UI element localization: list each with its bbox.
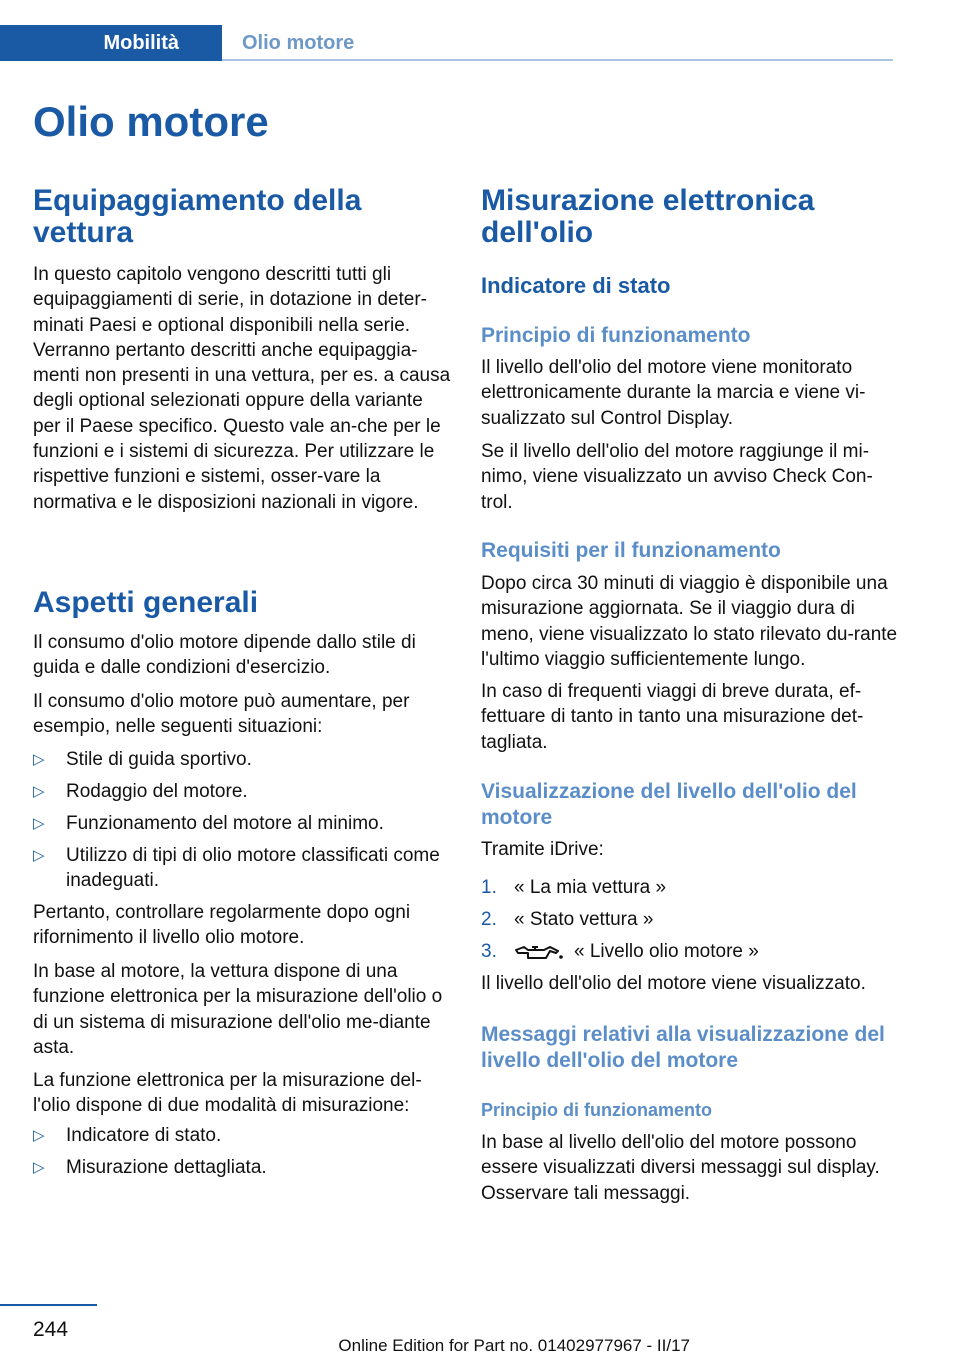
section-tab: Mobilità [0, 25, 222, 61]
footer-divider [0, 1304, 97, 1306]
paragraph-modalita: La funzione elettronica per la misurazione del-l'olio dispone di due modalità di misurazione: [33, 1070, 422, 1117]
oil-can-icon [514, 941, 564, 963]
heading-equipaggiamento: Equipaggiamento della vettura [33, 184, 362, 249]
paragraph-visualizzato: Il livello dell'olio del motore viene visualizzato. [481, 973, 866, 994]
heading-messaggi: Messaggi relativi alla visualizzazione del livello dell'olio del motore [481, 1023, 885, 1072]
heading-principio-2: Principio di funzionamento [481, 1100, 712, 1120]
bullet-triangle-icon: ▷ [33, 847, 45, 864]
paragraph-situazioni: Il consumo d'olio motore può aumentare, per esempio, nelle seguenti situazioni: [33, 691, 410, 738]
paragraph-principio-2: Se il livello dell'olio del motore raggiunge il mi-nimo, viene visualizzato un avviso Check Con-trol. [481, 441, 873, 513]
paragraph-messaggi: In base al livello dell'olio del motore possono essere visualizzati diversi messaggi sul display. Osservare tali messaggi. [481, 1132, 880, 1204]
paragraph-tramite-idrive: Tramite iDrive: [481, 839, 604, 860]
header-divider [222, 59, 893, 61]
page-header [0, 25, 893, 61]
chapter-tab: Olio motore [242, 31, 355, 54]
footer-edition: Online Edition for Part no. 01402977967 - II/17 [338, 1336, 690, 1355]
paragraph-consumo: Il consumo d'olio motore dipende dallo stile di guida e dalle condizioni d'esercizio. [33, 632, 416, 679]
paragraph-controllo: Pertanto, controllare regolarmente dopo ogni rifornimento il livello olio motore. [33, 902, 411, 949]
heading-visualizzazione: Visualizzazione del livello dell'olio del motore [481, 780, 857, 829]
heading-indicatore-stato: Indicatore di stato [481, 273, 671, 298]
page-number: 244 [33, 1318, 69, 1341]
heading-requisiti: Requisiti per il funzionamento [481, 539, 781, 562]
page-title: Olio motore [33, 98, 269, 145]
paragraph-requisiti-2: In caso di frequenti viaggi di breve durata, ef-fettuare di tanto in tanto una misurazione det-tagliata. [481, 681, 864, 753]
heading-misurazione-elettronica: Misurazione elettronica dell'olio [481, 184, 815, 249]
bullet-triangle-icon: ▷ [33, 783, 45, 800]
bullet-triangle-icon: ▷ [33, 1127, 45, 1144]
heading-principio: Principio di funzionamento [481, 324, 751, 347]
paragraph-requisiti-1: Dopo circa 30 minuti di viaggio è disponibile una misurazione aggiornata. Se il viaggio dura di meno, viene visualizzato lo stato rilevato du-rante l'ultimo viaggio sufficientemente lungo. [481, 573, 898, 670]
heading-aspetti-generali: Aspetti generali [33, 586, 259, 619]
paragraph-principio-1: Il livello dell'olio del motore viene monitorato elettronicamente durante la marcia e viene vi-sualizzato sul Control Display. [481, 357, 866, 429]
bullet-triangle-icon: ▷ [33, 1159, 45, 1176]
bullet-triangle-icon: ▷ [33, 751, 45, 768]
paragraph-equipaggiamento: In questo capitolo vengono descritti tutti gli equipaggiamenti di serie, in dotazione in deter-minati Paesi e optional disponibili nella serie. Verranno pertanto descritti anche equipaggia-menti non presenti in una vettura, per es. a causa degli optional selezionati oppure della variante per il Paese specifico. Questo vale an-che per le funzioni e i sistemi di sicurezza. Per utilizzare le rispettive funzioni e sistemi, osser-vare la normativa e le disposizioni nazionali in vigore. [33, 264, 451, 513]
bullet-triangle-icon: ▷ [33, 815, 45, 832]
paragraph-funzione-elettronica: In base al motore, la vettura dispone di una funzione elettronica per la misurazione dell'olio o di un sistema di misurazione dell'olio me-diante asta. [33, 961, 443, 1058]
